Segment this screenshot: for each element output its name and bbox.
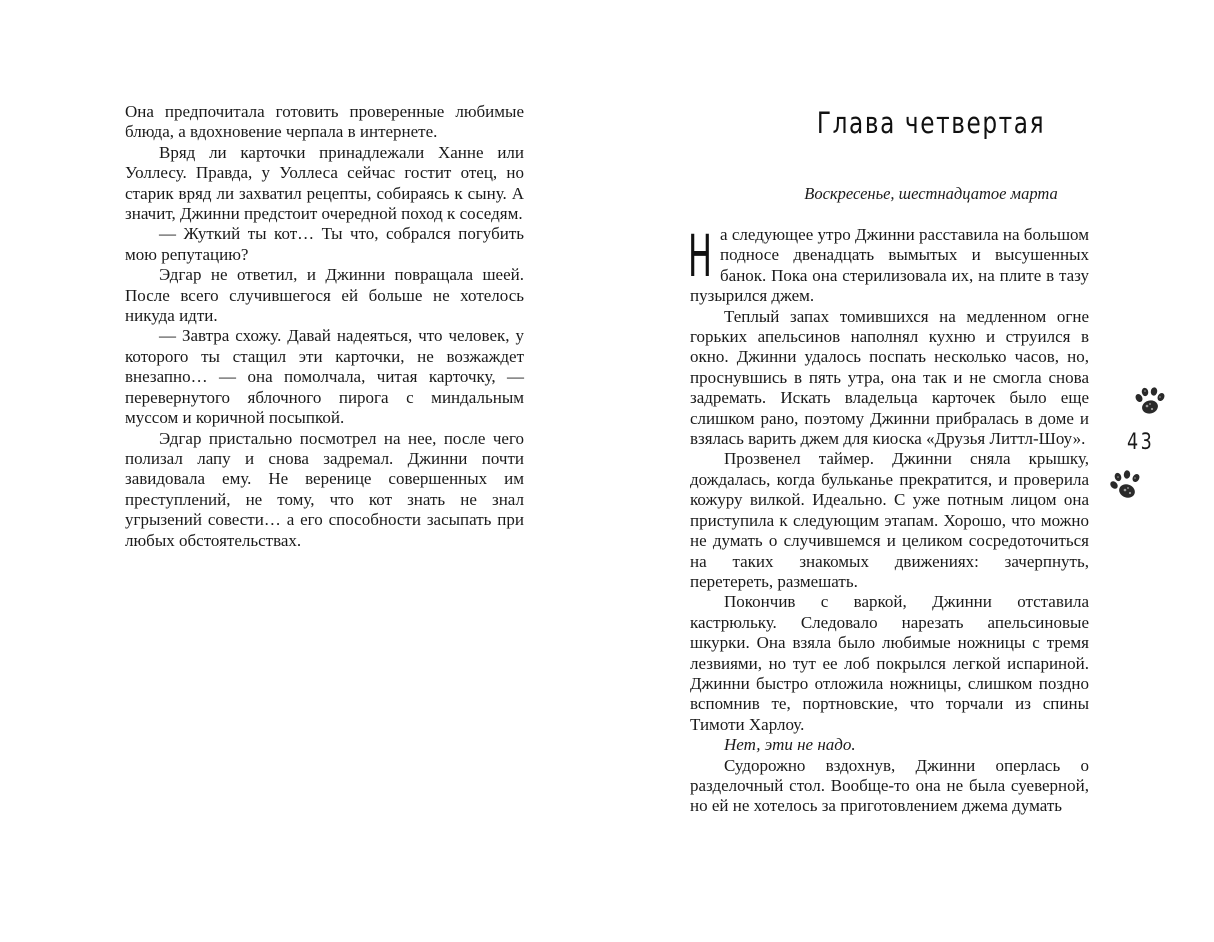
paw-print-icon	[1132, 385, 1168, 417]
paragraph: Эдгар не ответил, и Джинни повращала шеей. После всего случившегося ей больше не хотелось никуда идти.	[125, 265, 524, 326]
paragraph: — Завтра схожу. Давай надеяться, что человек, у которого ты стащил эти карточки, не возжаждет внезапно… — она помолчала, читая карточку, — перевернутого яблочного пирога с миндальным муссом и коричной посыпкой.	[125, 326, 524, 428]
chapter-title: Глава четвертая	[816, 106, 1046, 140]
paragraph: Эдгар пристально посмотрел на нее, после чего полизал лапу и снова задремал. Джинни почти завидовала ему. Не веренице совершенных им преступлений, не тому, что кот знать не знал угрызений совести… а его способности засыпать при любых обстоятельствах.	[125, 428, 524, 550]
right-page	[607, 0, 1214, 942]
chapter-date: Воскресенье, шестнадцатое марта	[804, 184, 1058, 203]
paragraph-italic: Нет, эти не надо.	[724, 735, 856, 755]
paragraph: Прозвенел таймер. Джинни сняла крышку, дождалась, когда бульканье прекратится, и проверила кожуру вилкой. Идеально. С уже потным лицом она приступила к следующим этапам. Хорошо, что можно не думать о случившемся и целиком сосредоточиться на таких знакомых движениях: зачерпнуть, перетереть, размешать.	[690, 449, 1089, 591]
right-text-column	[688, 222, 1089, 817]
first-paragraph-text: а следующее утро Джинни расставила на большом подносе двенадцать вымытых и высушенных банок. Пока она стерилизовала их, на плите в тазу пузырился джем.	[690, 225, 1089, 306]
first-paragraph	[688, 222, 1089, 307]
paragraph: Она предпочитала готовить проверенные любимые блюда, а вдохновение черпала в интернете.	[125, 102, 524, 142]
drop-cap: Н	[688, 222, 712, 290]
page-number: 43	[1127, 430, 1155, 455]
paragraph: Судорожно вздохнув, Джинни оперлась о разделочный стол. Вообще-то она не была суеверной, но ей не хотелось за приготовлением джема думать	[690, 755, 1089, 816]
left-text-column	[125, 102, 524, 551]
paragraph: Покончив с варкой, Джинни отставила кастрюльку. Следовало нарезать апельсиновые шкурки. Она взяла было любимые ножницы с тремя лезвиями, но тут ее лоб покрылся легкой испариной. Джинни быстро отложила ножницы, слишком поздно вспомнив те, портновские, что торчали из спины Тимоти Харлоу.	[690, 592, 1089, 734]
paw-print-icon	[1108, 470, 1144, 502]
paragraph: Вряд ли карточки принадлежали Ханне или Уоллесу. Правда, у Уоллеса сейчас гостит отец, но старик вряд ли захватил рецепты, собираясь к сыну. А значит, Джинни предстоит очередной поход к соседям.	[125, 142, 524, 224]
paragraph: Теплый запах томившихся на медленном огне горьких апельсинов наполнял кухню и струился в окно. Джинни удалось поспать несколько часов, но, проснувшись в пять утра, она так и не смогла снова задремать. Искать владельца карточек было еще слишком рано, поэтому Джинни прибралась в доме и взялась варить джем для киоска «Друзья Литтл-Шоу».	[690, 306, 1089, 449]
paragraph: — Жуткий ты кот… Ты что, собрался погубить мою репутацию?	[125, 224, 524, 264]
